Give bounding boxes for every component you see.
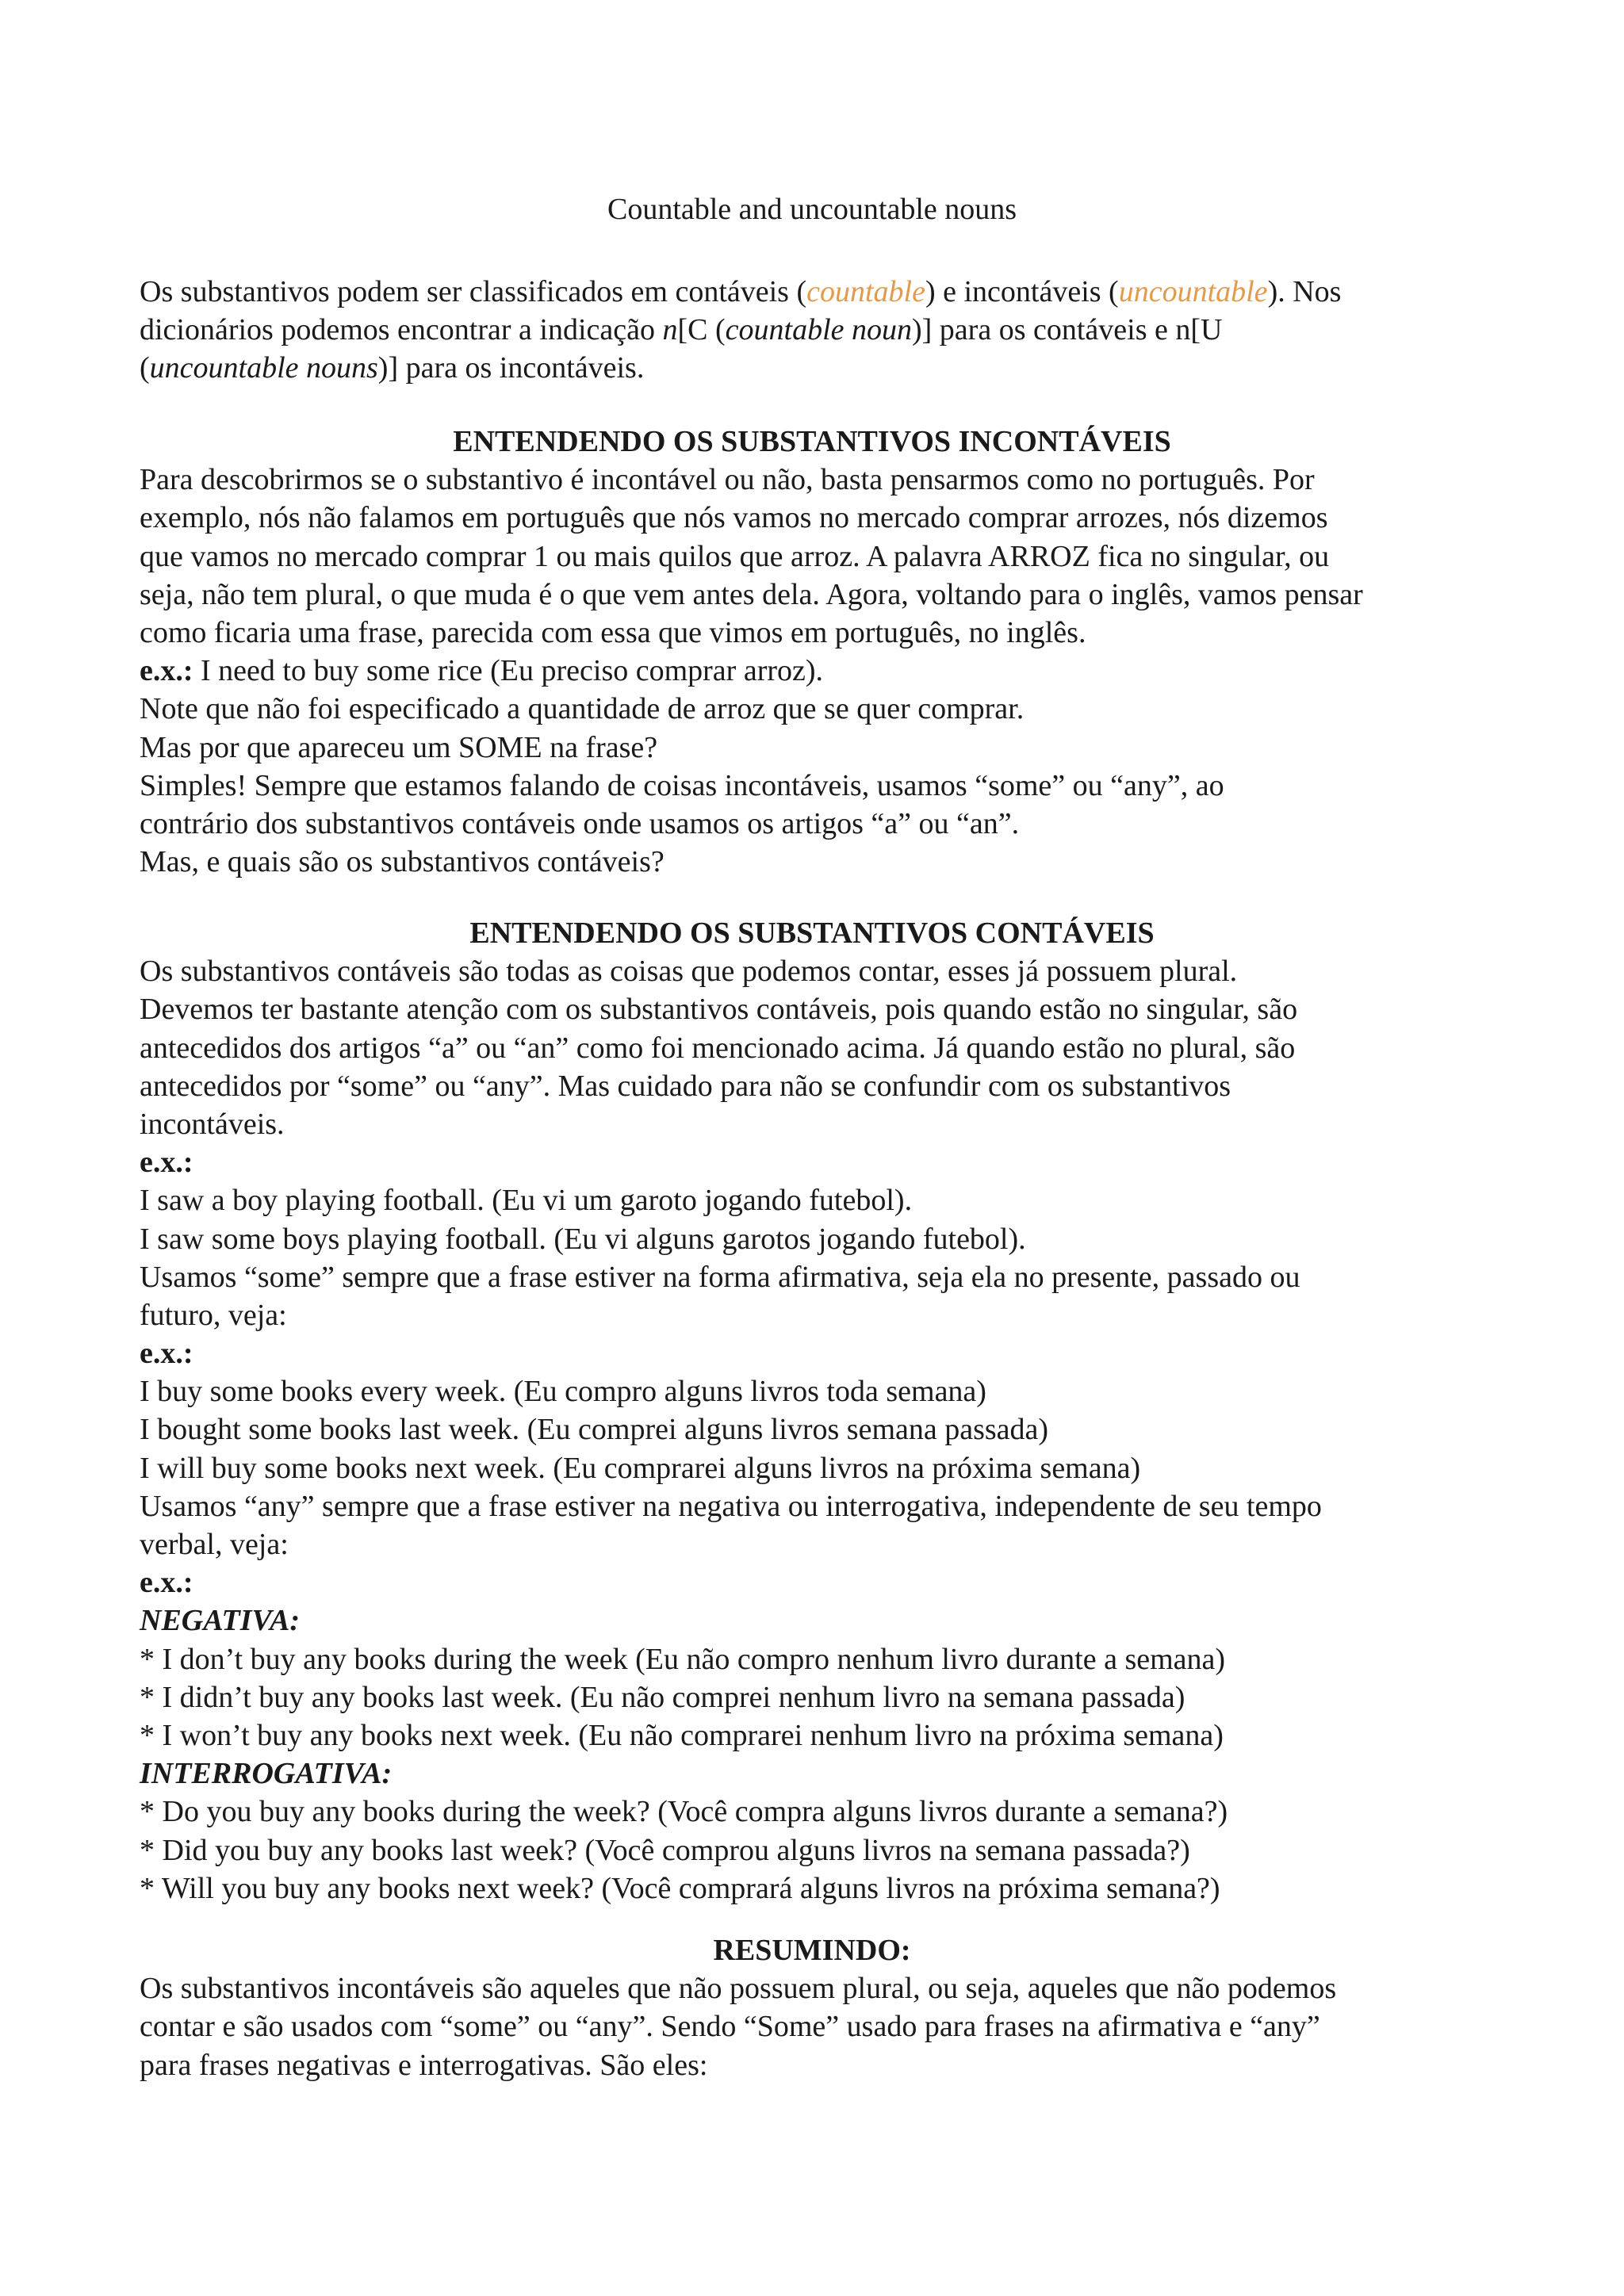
- section-contaveis: [140, 914, 1488, 1908]
- intro-text: ). Nos: [1267, 275, 1342, 308]
- section-resumindo: [140, 1931, 1488, 2084]
- interrogativa-label: INTERROGATIVA:: [140, 1757, 393, 1791]
- intro-paragraph: [140, 273, 1488, 388]
- paragraph-line: Mas por que apareceu um SOME na frase?: [140, 730, 658, 764]
- example-label: e.x.:: [140, 654, 193, 688]
- example-line: I saw a boy playing football. (Eu vi um garoto jogando futebol).: [140, 1184, 913, 1218]
- intro-line-3: [140, 349, 1488, 387]
- paragraph-line: verbal, veja:: [140, 1528, 289, 1561]
- paragraph-line: Simples! Sempre que estamos falando de coisas incontáveis, usamos “some” ou “any”, ao: [140, 768, 1224, 802]
- intro-italic: n: [662, 313, 678, 347]
- intro-line-1: [140, 273, 1488, 311]
- paragraph-line: Para descobrirmos se o substantivo é incontável ou não, basta pensarmos como no português. Por: [140, 463, 1315, 497]
- paragraph-line: para frases negativas e interrogativas. São eles:: [140, 2048, 708, 2082]
- example-line: I will buy some books next week. (Eu comprarei alguns livros na próxima semana): [140, 1451, 1141, 1485]
- paragraph-line: antecedidos dos artigos “a” ou “an” como foi mencionado acima. Já quando estão no plural, são: [140, 1031, 1296, 1065]
- example-line: I bought some books last week. (Eu comprei alguns livros semana passada): [140, 1413, 1049, 1447]
- intro-text: ) e incontáveis (: [925, 275, 1119, 308]
- section-heading: ENTENDENDO OS SUBSTANTIVOS INCONTÁVEIS: [453, 425, 1171, 458]
- example-label: e.x.:: [140, 1146, 193, 1180]
- intro-italic: uncountable nouns: [149, 351, 378, 385]
- page-title: Countable and uncountable nouns: [607, 193, 1017, 226]
- paragraph-line: Os substantivos contáveis são todas as coisas que podemos contar, esses já possuem plural.: [140, 955, 1238, 989]
- paragraph-line: como ficaria uma frase, parecida com essa que vimos em português, no inglês.: [140, 615, 1086, 649]
- example-line: [140, 652, 1488, 690]
- uncountable-term: uncountable: [1118, 275, 1268, 308]
- negativa-label: NEGATIVA:: [140, 1604, 301, 1638]
- paragraph-line: exemplo, nós não falamos em português que nós vamos no mercado comprar arrozes, nós dizemos: [140, 501, 1328, 535]
- interrogativa-example: * Do you buy any books during the week? (Você compra alguns livros durante a semana?): [140, 1795, 1228, 1829]
- intro-line-2: [140, 311, 1488, 349]
- negativa-example: * I didn’t buy any books last week. (Eu não comprei nenhum livro na semana passada): [140, 1680, 1185, 1714]
- paragraph-line: Mas, e quais são os substantivos contáveis?: [140, 845, 665, 879]
- example-label: e.x.:: [140, 1566, 193, 1600]
- example-text: I need to buy some rice (Eu preciso comprar arroz).: [193, 654, 824, 688]
- paragraph-line: Usamos “some” sempre que a frase estiver na forma afirmativa, seja ela no presente, passado ou: [140, 1260, 1300, 1294]
- paragraph-line: antecedidos por “some” ou “any”. Mas cuidado para não se confundir com os substantivos: [140, 1069, 1231, 1103]
- section-heading: ENTENDENDO OS SUBSTANTIVOS CONTÁVEIS: [469, 916, 1155, 950]
- paragraph-line: Os substantivos incontáveis são aqueles que não possuem plural, ou seja, aqueles que não podemos: [140, 1972, 1337, 2006]
- paragraph-line: incontáveis.: [140, 1107, 285, 1141]
- interrogativa-example: * Did you buy any books last week? (Você comprou alguns livros na semana passada?): [140, 1833, 1190, 1867]
- intro-italic: countable noun: [725, 313, 912, 347]
- paragraph-line: contar e são usados com “some” ou “any”. Sendo “Some” usado para frases na afirmativa e “any”: [140, 2010, 1320, 2044]
- paragraph-line: futuro, veja:: [140, 1298, 287, 1332]
- intro-text: )] para os incontáveis.: [377, 351, 645, 385]
- paragraph-line: Usamos “any” sempre que a frase estiver na negativa ou interrogativa, independente de seu tempo: [140, 1489, 1322, 1523]
- paragraph-line: Devemos ter bastante atenção com os substantivos contáveis, pois quando estão no singular, são: [140, 993, 1298, 1027]
- paragraph-line: seja, não tem plural, o que muda é o que vem antes dela. Agora, voltando para o inglês, vamos pensar: [140, 577, 1363, 611]
- intro-text: dicionários podemos encontrar a indicação: [140, 313, 663, 347]
- example-line: I buy some books every week. (Eu compro alguns livros toda semana): [140, 1375, 986, 1409]
- intro-text: )] para os contáveis e n[U: [912, 313, 1223, 347]
- example-label: e.x.:: [140, 1337, 193, 1371]
- negativa-example: * I don’t buy any books during the week (Eu não compro nenhum livro durante a semana): [140, 1642, 1226, 1676]
- intro-text: [C (: [677, 313, 726, 347]
- negativa-example: * I won’t buy any books next week. (Eu não comprarei nenhum livro na próxima semana): [140, 1718, 1224, 1752]
- paragraph-line: contrário dos substantivos contáveis onde usamos os artigos “a” ou “an”.: [140, 806, 1020, 840]
- section-incontaveis: [140, 423, 1488, 881]
- interrogativa-example: * Will you buy any books next week? (Você comprará alguns livros na próxima semana?): [140, 1871, 1220, 1905]
- paragraph-line: Note que não foi especificado a quantidade de arroz que se quer comprar.: [140, 692, 1025, 726]
- intro-text: (: [140, 351, 150, 385]
- intro-text: Os substantivos podem ser classificados em contáveis (: [140, 275, 807, 308]
- section-heading: RESUMINDO:: [713, 1934, 911, 1967]
- countable-term: countable: [806, 275, 925, 308]
- example-line: I saw some boys playing football. (Eu vi alguns garotos jogando futebol).: [140, 1222, 1026, 1256]
- paragraph-line: que vamos no mercado comprar 1 ou mais quilos que arroz. A palavra ARROZ fica no singular, ou: [140, 539, 1330, 573]
